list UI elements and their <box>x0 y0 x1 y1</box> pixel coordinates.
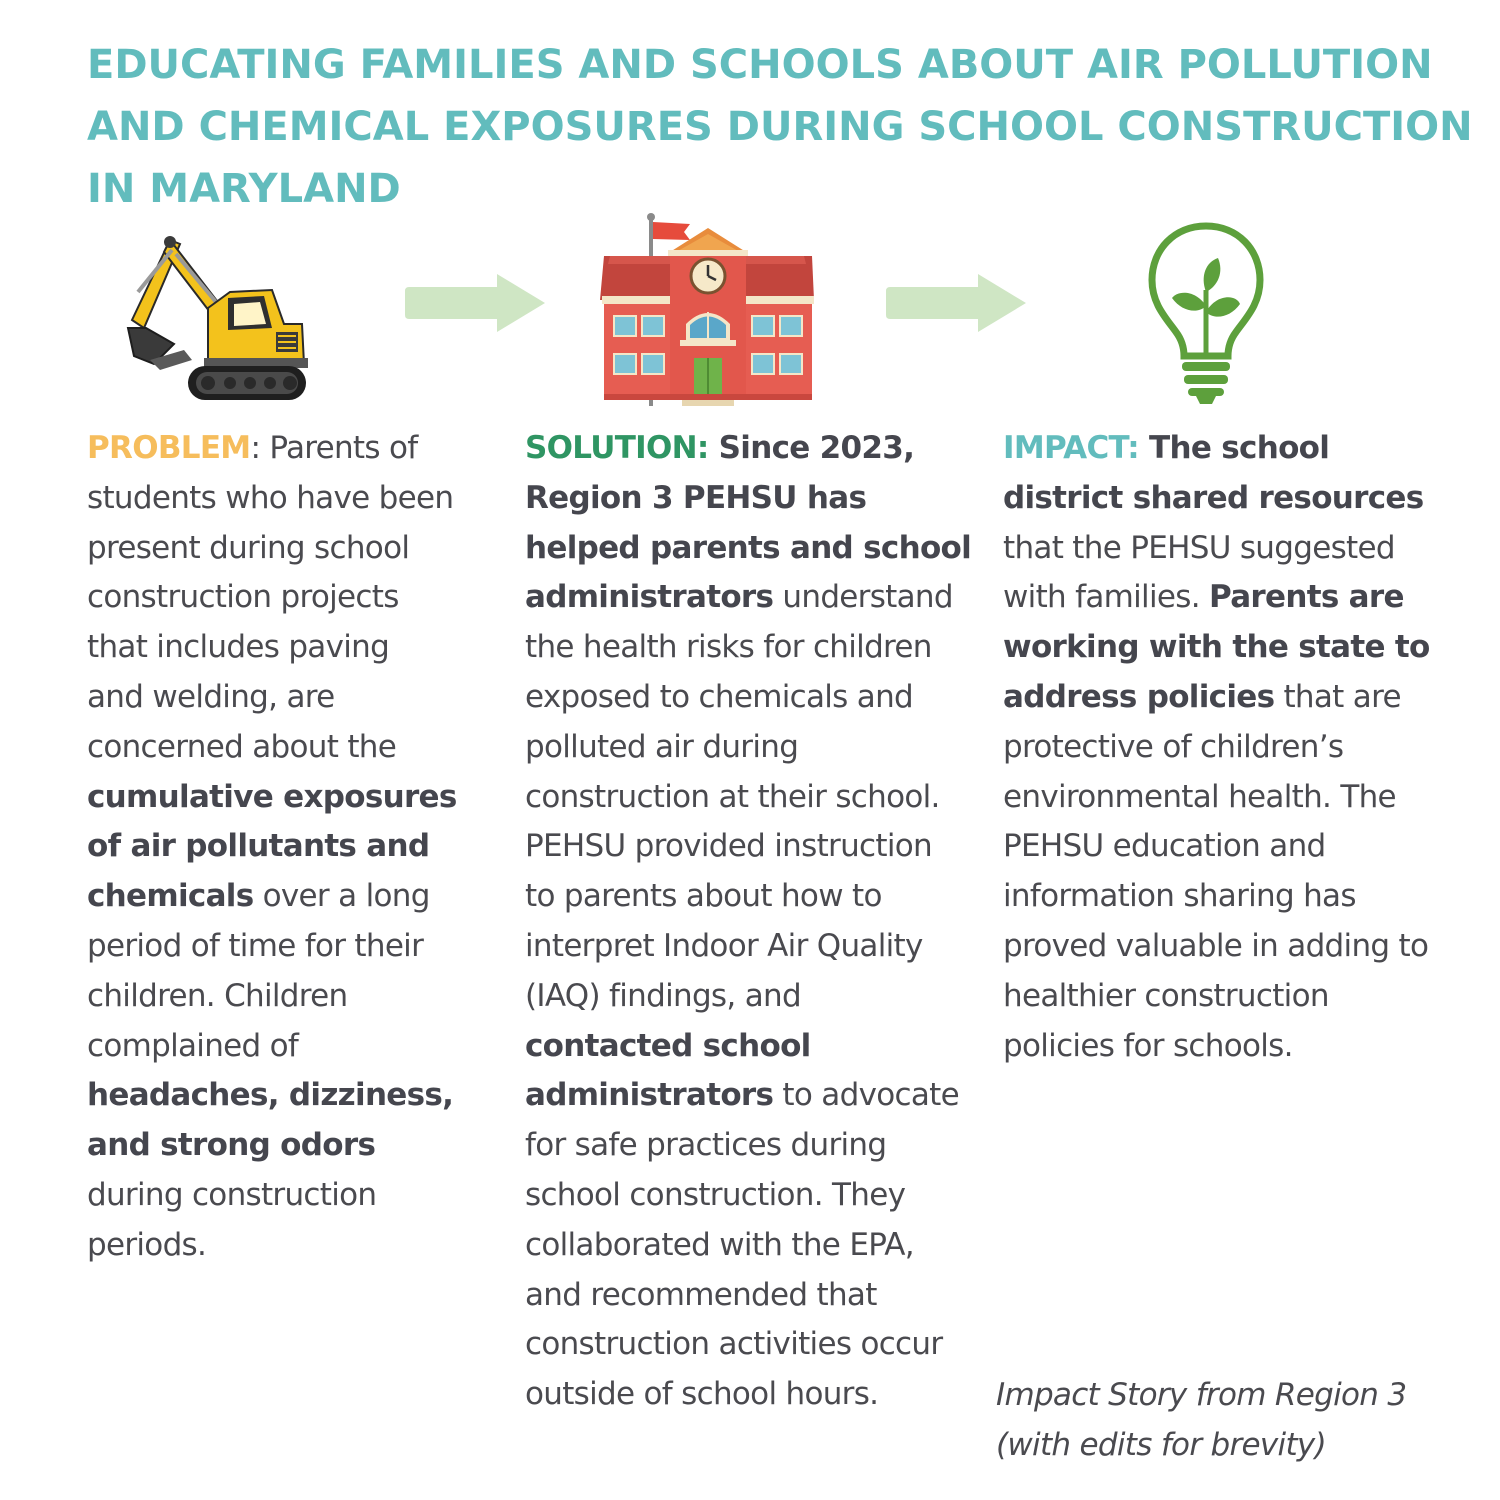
credit-line: Impact Story from Region 3 <box>996 1377 1407 1413</box>
problem-text: over a long <box>253 878 430 915</box>
solution-text: (IAQ) findings, and <box>525 977 801 1014</box>
problem-emphasis: chemicals <box>87 878 254 915</box>
problem-text: present during school <box>87 529 410 566</box>
solution-emphasis: administrators <box>525 579 774 616</box>
impact-emphasis: district shared resources <box>1003 479 1424 516</box>
school-building-icon <box>598 212 816 408</box>
solution-emphasis: Region 3 PEHSU has <box>525 479 867 516</box>
problem-label: PROBLEM <box>87 430 251 466</box>
impact-emphasis: address policies <box>1003 678 1275 715</box>
problem-text: during construction <box>87 1176 377 1213</box>
solution-text: collaborated with the EPA, <box>525 1226 914 1263</box>
solution-text: and recommended that <box>525 1276 877 1313</box>
impact-text: protective of children’s <box>1003 728 1344 765</box>
impact-emphasis: Parents are <box>1209 579 1404 616</box>
problem-text: concerned about the <box>87 728 397 765</box>
page-title <box>87 34 1473 220</box>
solution-text: for safe practices during <box>525 1127 887 1164</box>
impact-emphasis: The school <box>1138 430 1330 466</box>
problem-emphasis: headaches, dizziness, <box>87 1077 454 1114</box>
problem-text: that includes paving <box>87 629 390 666</box>
problem-text: complained of <box>87 1027 299 1064</box>
solution-text: construction at their school. <box>525 778 940 815</box>
solution-text: the health risks for children <box>525 629 932 666</box>
solution-text: understand <box>773 579 953 616</box>
problem-text: children. Children <box>87 977 348 1014</box>
solution-text: to parents about how to <box>525 878 882 915</box>
problem-text: students who have been <box>87 479 454 516</box>
solution-text: interpret Indoor Air Quality <box>525 927 923 964</box>
solution-text: exposed to chemicals and <box>525 678 914 715</box>
solution-text: to advocate <box>773 1077 959 1114</box>
problem-emphasis: cumulative exposures <box>87 778 457 815</box>
impact-text: healthier construction <box>1003 977 1329 1014</box>
problem-text: periods. <box>87 1226 207 1263</box>
problem-text: period of time for their <box>87 927 424 964</box>
title-line: IN MARYLAND <box>87 166 401 212</box>
solution-text: school construction. They <box>525 1176 906 1213</box>
problem-text: and welding, are <box>87 678 335 715</box>
solution-label: SOLUTION: <box>525 430 709 466</box>
impact-text: information sharing has <box>1003 878 1356 915</box>
lightbulb-sprout-icon <box>1146 220 1266 406</box>
solution-emphasis: administrators <box>525 1077 774 1114</box>
solution-text: construction activities occur <box>525 1326 943 1363</box>
impact-text: PEHSU education and <box>1003 828 1326 865</box>
solution-text: polluted air during <box>525 728 799 765</box>
impact-section <box>1003 424 1430 1071</box>
impact-text: that are <box>1274 678 1401 715</box>
solution-text: PEHSU provided instruction <box>525 828 932 865</box>
problem-section <box>87 424 457 1271</box>
excavator-icon <box>124 232 309 404</box>
solution-section <box>525 424 971 1420</box>
impact-text: that the PEHSU suggested <box>1003 529 1395 566</box>
problem-emphasis: of air pollutants and <box>87 828 430 865</box>
title-line: AND CHEMICAL EXPOSURES DURING SCHOOL CONSTRUCTION <box>87 104 1473 150</box>
solution-emphasis: Since 2023, <box>708 430 915 466</box>
impact-emphasis: working with the state to <box>1003 629 1430 666</box>
credit-line: (with edits for brevity) <box>996 1427 1326 1463</box>
impact-text: with families. <box>1003 579 1210 616</box>
solution-emphasis: contacted school <box>525 1027 811 1064</box>
problem-text: : Parents of <box>250 430 418 466</box>
solution-text: outside of school hours. <box>525 1376 879 1413</box>
impact-label: IMPACT: <box>1003 430 1139 466</box>
title-line: EDUCATING FAMILIES AND SCHOOLS ABOUT AIR POLLUTION <box>87 42 1433 88</box>
impact-text: proved valuable in adding to <box>1003 927 1429 964</box>
problem-emphasis: and strong odors <box>87 1127 376 1164</box>
arrow-right-icon <box>886 272 1031 334</box>
source-credit <box>996 1370 1406 1470</box>
problem-text: construction projects <box>87 579 399 616</box>
impact-text: policies for schools. <box>1003 1027 1293 1064</box>
solution-emphasis: helped parents and school <box>525 529 972 566</box>
arrow-right-icon <box>405 272 550 334</box>
impact-text: environmental health. The <box>1003 778 1396 815</box>
